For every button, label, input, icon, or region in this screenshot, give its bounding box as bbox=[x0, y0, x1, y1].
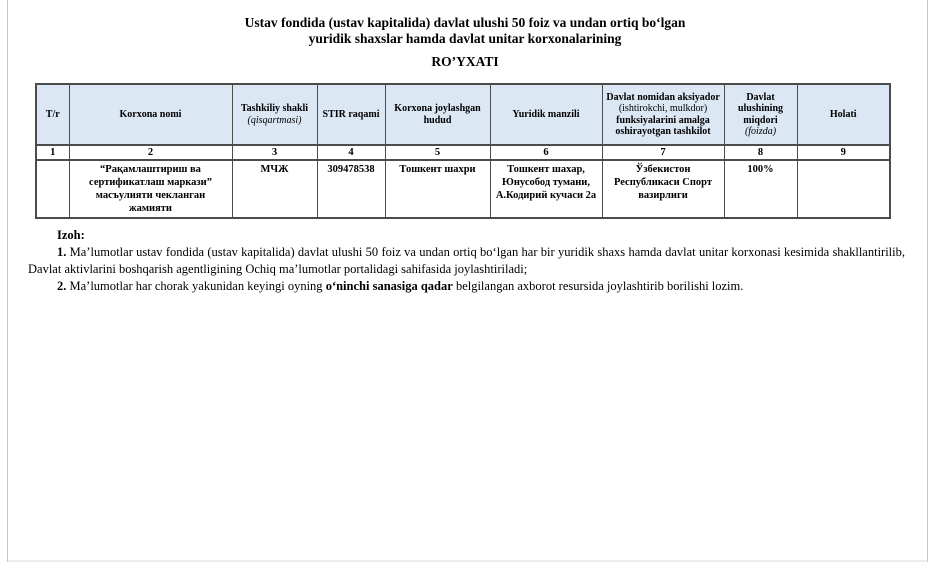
column-number: 9 bbox=[797, 145, 890, 160]
cell-joylashgan-hudud: Тошкент шахри bbox=[385, 160, 490, 218]
header-cell-tashkilot bbox=[602, 84, 724, 145]
column-number: 8 bbox=[724, 145, 797, 160]
cell-ulush-miqdori: 100% bbox=[724, 160, 797, 218]
table-row bbox=[36, 160, 890, 218]
note-text: Ma’lumotlar ustav fondida (ustav kapitalida) davlat ulushi 50 foiz va undan ortiq bo‘lgan har bir yuridik shaxs hamda davlat unitar korxonasi kesimida shakllantirilib, Davlat aktivlarini boshqarish agentligining Ochiq ma’lumotlar portalidagi sahifasida joylashtiriladi; bbox=[28, 245, 905, 276]
header-label: funksiyalarini amalga oshirayotgan tashkilot bbox=[615, 114, 711, 137]
header-cell-tr bbox=[36, 84, 69, 145]
column-number: 6 bbox=[490, 145, 602, 160]
column-number: 1 bbox=[36, 145, 69, 160]
cell-tashkiliy-shakli: МЧЖ bbox=[232, 160, 317, 218]
column-number: 5 bbox=[385, 145, 490, 160]
note-number: 2. bbox=[57, 279, 67, 293]
note-text-bold: o‘ninchi sanasiga qadar bbox=[325, 279, 453, 293]
header-label: Korxona nomi bbox=[119, 108, 182, 120]
header-label: Korxona joylashgan hudud bbox=[394, 103, 481, 126]
header-label: T/r bbox=[45, 108, 60, 120]
document-title bbox=[0, 0, 930, 47]
cell-tashkilot: Ўзбекистон Республикаси Спорт вазирлиги bbox=[602, 160, 724, 218]
column-number: 3 bbox=[232, 145, 317, 160]
header-label-regular: (ishtirokchi, mulkdor) bbox=[618, 103, 708, 114]
header-sublabel: (qisqartmasi) bbox=[247, 114, 302, 126]
note-text: Ma’lumotlar har chorak yakunidan keyingi oyning bbox=[66, 279, 326, 293]
note-text: belgilangan axborot resursida joylashtirib borilishi lozim. bbox=[452, 279, 744, 293]
title-line-1: Ustav fondida (ustav kapitalida) davlat ulushi 50 foiz va undan ortiq bo‘lgan bbox=[244, 15, 686, 30]
header-cell-joylashgan-hudud bbox=[385, 84, 490, 145]
header-cell-tashkiliy-shakli bbox=[232, 84, 317, 145]
header-label: Davlat nomidan aksiyador bbox=[606, 91, 720, 103]
cell-tr bbox=[36, 160, 69, 218]
note-number: 1. bbox=[57, 245, 67, 259]
header-cell-yuridik-manzili bbox=[490, 84, 602, 145]
notes-section bbox=[28, 227, 905, 295]
note-item-1 bbox=[28, 244, 905, 278]
table-header-row bbox=[36, 84, 890, 145]
header-label: Holati bbox=[829, 108, 857, 120]
cell-holati bbox=[797, 160, 890, 218]
register-table bbox=[35, 83, 891, 219]
column-number: 2 bbox=[69, 145, 232, 160]
header-label: Davlat ulushining miqdori bbox=[737, 91, 784, 126]
cell-korxona-nomi: “Рақамлаштириш ва сертификатлаш маркази” масъулияти чекланган жамияти bbox=[69, 160, 232, 218]
cell-stir-raqami: 309478538 bbox=[317, 160, 385, 218]
header-label: STIR raqami bbox=[322, 108, 380, 120]
column-number: 7 bbox=[602, 145, 724, 160]
header-cell-ulush-miqdori bbox=[724, 84, 797, 145]
column-number: 4 bbox=[317, 145, 385, 160]
note-item-2 bbox=[28, 278, 905, 295]
cell-yuridik-manzili: Тошкент шахар, Юнусобод тумани, А.Кодирий кучаси 2а bbox=[490, 160, 602, 218]
header-cell-stir-raqami bbox=[317, 84, 385, 145]
notes-heading: Izoh: bbox=[57, 228, 85, 242]
list-heading: RO’YXATI bbox=[431, 54, 499, 69]
header-label: Yuridik manzili bbox=[512, 108, 580, 120]
header-cell-korxona-nomi bbox=[69, 84, 232, 145]
title-line-2: yuridik shaxslar hamda davlat unitar korxonalarining bbox=[308, 31, 622, 46]
header-cell-holati bbox=[797, 84, 890, 145]
header-sublabel: (foizda) bbox=[744, 126, 777, 137]
column-number-row bbox=[36, 145, 890, 160]
header-label: Tashkiliy shakli bbox=[240, 103, 309, 114]
